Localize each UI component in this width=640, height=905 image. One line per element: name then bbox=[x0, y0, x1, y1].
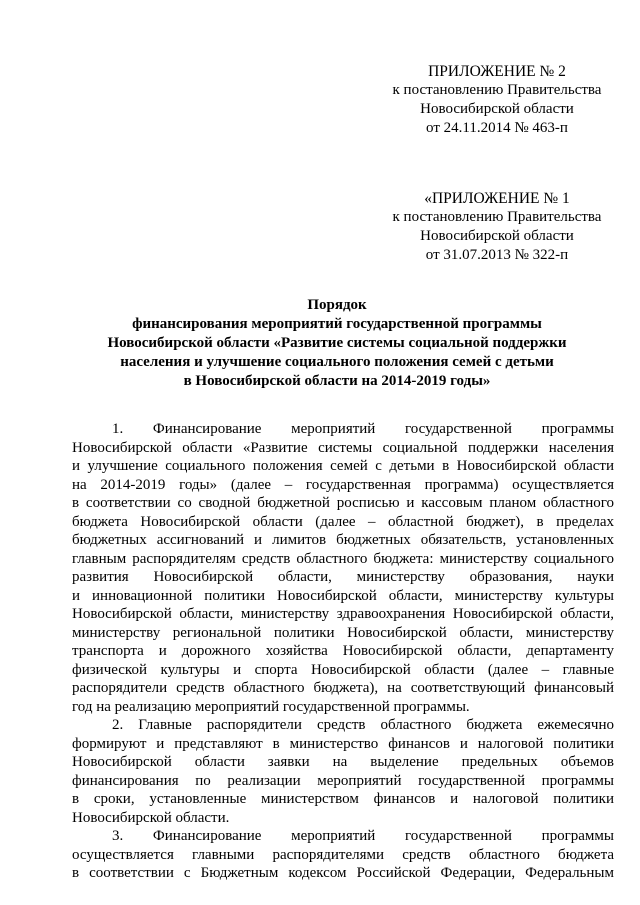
paragraph-3 bbox=[72, 827, 614, 883]
title-line: населения и улучшение социального положения семей с детьми bbox=[120, 354, 554, 370]
paragraph-line: Новосибирской области. bbox=[72, 809, 230, 826]
attachment-2-line3: от 24.11.2014 № 463-п bbox=[426, 120, 568, 136]
title-line: финансирования мероприятий государственной программы bbox=[132, 316, 542, 332]
paragraph-line: транспорта и дорожного хозяйства Новосибирской области, департаменту bbox=[72, 643, 614, 659]
paragraph-line: бюджетных ассигнований и лимитов бюджетных обязательств, установленных bbox=[72, 532, 614, 548]
title-line: в Новосибирской области на 2014-2019 годы» bbox=[183, 373, 491, 389]
paragraph-line: формируют и представляют в министерство финансов и налоговой политики bbox=[72, 735, 614, 752]
document-title bbox=[60, 296, 614, 391]
paragraph-line: распорядители средств областного бюджета), на соответствующий финансовый bbox=[72, 680, 614, 696]
paragraph-line: год на реализацию мероприятий государственной программы. bbox=[72, 698, 470, 715]
attachment-1-line3: от 31.07.2013 № 322-п bbox=[425, 247, 569, 263]
paragraph-line: Новосибирской области «Развитие системы социальной поддержки населения bbox=[72, 439, 614, 456]
paragraph-line: и улучшение социального положения семей с детьми в Новосибирской области bbox=[72, 458, 614, 474]
paragraph-line: физической культуры и спорта Новосибирской области (далее – главные bbox=[72, 661, 614, 678]
attachment-2-header bbox=[390, 62, 604, 138]
attachment-2-line1: к постановлению Правительства bbox=[392, 82, 602, 98]
paragraph-1 bbox=[72, 420, 614, 716]
paragraph-line: 3. Финансирование мероприятий государственной программы bbox=[112, 828, 614, 844]
attachment-1-header bbox=[390, 189, 604, 265]
paragraph-line: в соответствии со сводной бюджетной росписью и кассовым планом областного bbox=[72, 495, 614, 511]
title-line: Порядок bbox=[307, 297, 367, 313]
paragraph-line: главным распорядителям средств областного бюджета: министерству социального bbox=[72, 550, 614, 567]
paragraph-line: 1. Финансирование мероприятий государственной программы bbox=[112, 421, 614, 437]
attachment-1-title: «ПРИЛОЖЕНИЕ № 1 bbox=[424, 190, 570, 207]
paragraph-line: министерству региональной политики Новосибирской области, министерству bbox=[72, 624, 614, 641]
paragraph-line: бюджета Новосибирской области (далее – областной бюджет), в пределах bbox=[72, 513, 614, 530]
attachment-1-line2: Новосибирской области bbox=[420, 228, 574, 244]
paragraph-line: осуществляется главными распорядителями средств областного бюджета bbox=[72, 846, 614, 863]
attachment-2-title: ПРИЛОЖЕНИЕ № 2 bbox=[428, 63, 566, 80]
paragraph-2 bbox=[72, 716, 614, 827]
attachment-1-line1: к постановлению Правительства bbox=[392, 209, 602, 225]
paragraph-line: на 2014-2019 годы» (далее – государственная программа) осуществляется bbox=[72, 476, 614, 493]
paragraph-line: 2. Главные распорядители средств областного бюджета ежемесячно bbox=[112, 717, 614, 733]
paragraph-line: Новосибирской области, министерству здравоохранения Новосибирской области, bbox=[72, 606, 614, 622]
document-body bbox=[72, 420, 614, 883]
attachment-2-line2: Новосибирской области bbox=[420, 101, 574, 117]
paragraph-line: развития Новосибирской области, министерству образования, науки bbox=[72, 569, 614, 585]
paragraph-line: в соответствии с Бюджетным кодексом Российской Федерации, Федеральным bbox=[72, 865, 614, 881]
paragraph-line: финансирования по реализации мероприятий государственной программы bbox=[72, 772, 614, 789]
paragraph-line: Новосибирской области заявки на выделение предельных объемов bbox=[72, 754, 614, 770]
title-line: Новосибирской области «Развитие системы социальной поддержки bbox=[107, 335, 567, 351]
paragraph-line: в сроки, установленные министерством финансов и налоговой политики bbox=[72, 791, 614, 807]
paragraph-line: и инновационной политики Новосибирской области, министерству культуры bbox=[72, 587, 614, 604]
